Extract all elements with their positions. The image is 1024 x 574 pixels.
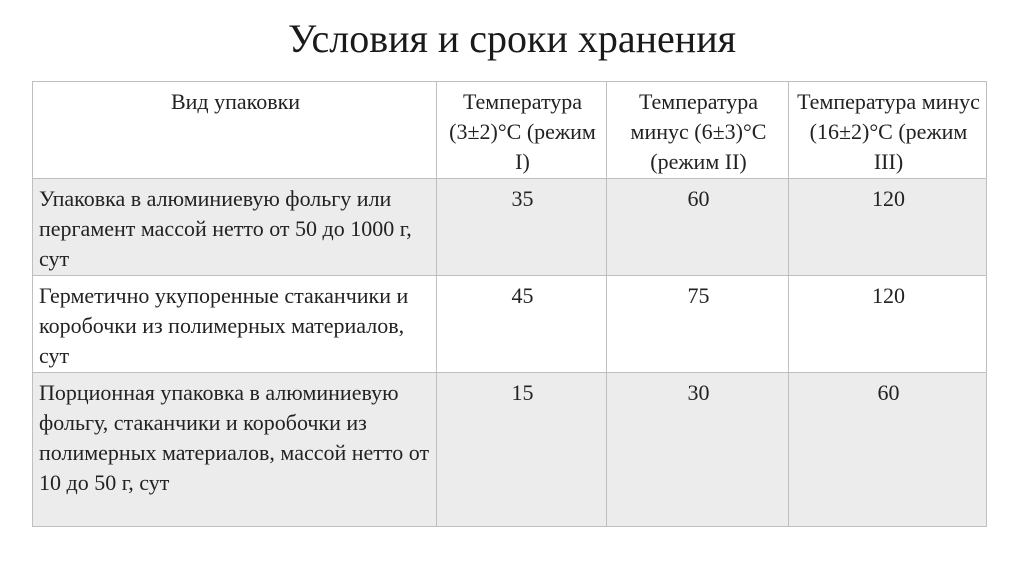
mode-1-days-cell: 45: [437, 276, 607, 373]
header-temp-mode-2: Температура минус (6±3)°С (режим II): [607, 82, 789, 179]
mode-2-days-cell: 60: [607, 179, 789, 276]
storage-table: [32, 81, 987, 527]
mode-1-days-cell: 15: [437, 373, 607, 527]
mode-2-days-cell: 75: [607, 276, 789, 373]
packaging-type-cell: Упаковка в алюминиевую фольгу или пергамент массой нетто от 50 до 1000 г, сут: [33, 179, 437, 276]
mode-3-days-cell: 120: [789, 179, 987, 276]
page-title: Условия и сроки хранения: [287, 16, 737, 61]
table-row: [33, 179, 987, 276]
header-temp-mode-3: Температура минус (16±2)°С (режим III): [789, 82, 987, 179]
packaging-type-cell: Герметично укупоренные стаканчики и коробочки из полимерных материалов, сут: [33, 276, 437, 373]
mode-1-days-cell: 35: [437, 179, 607, 276]
mode-3-days-cell: 120: [789, 276, 987, 373]
packaging-type-cell: Порционная упаковка в алюминиевую фольгу, стаканчики и коробочки из полимерных материалов, массой нетто от 10 до 50 г, сут: [33, 373, 437, 527]
header-packaging-type: Вид упаковки: [33, 82, 437, 179]
mode-2-days-cell: 30: [607, 373, 789, 527]
table-row: [33, 373, 987, 527]
table-header-row: [33, 82, 987, 179]
header-temp-mode-1: Температура (3±2)°С (режим I): [437, 82, 607, 179]
table-row: [33, 276, 987, 373]
mode-3-days-cell: 60: [789, 373, 987, 527]
